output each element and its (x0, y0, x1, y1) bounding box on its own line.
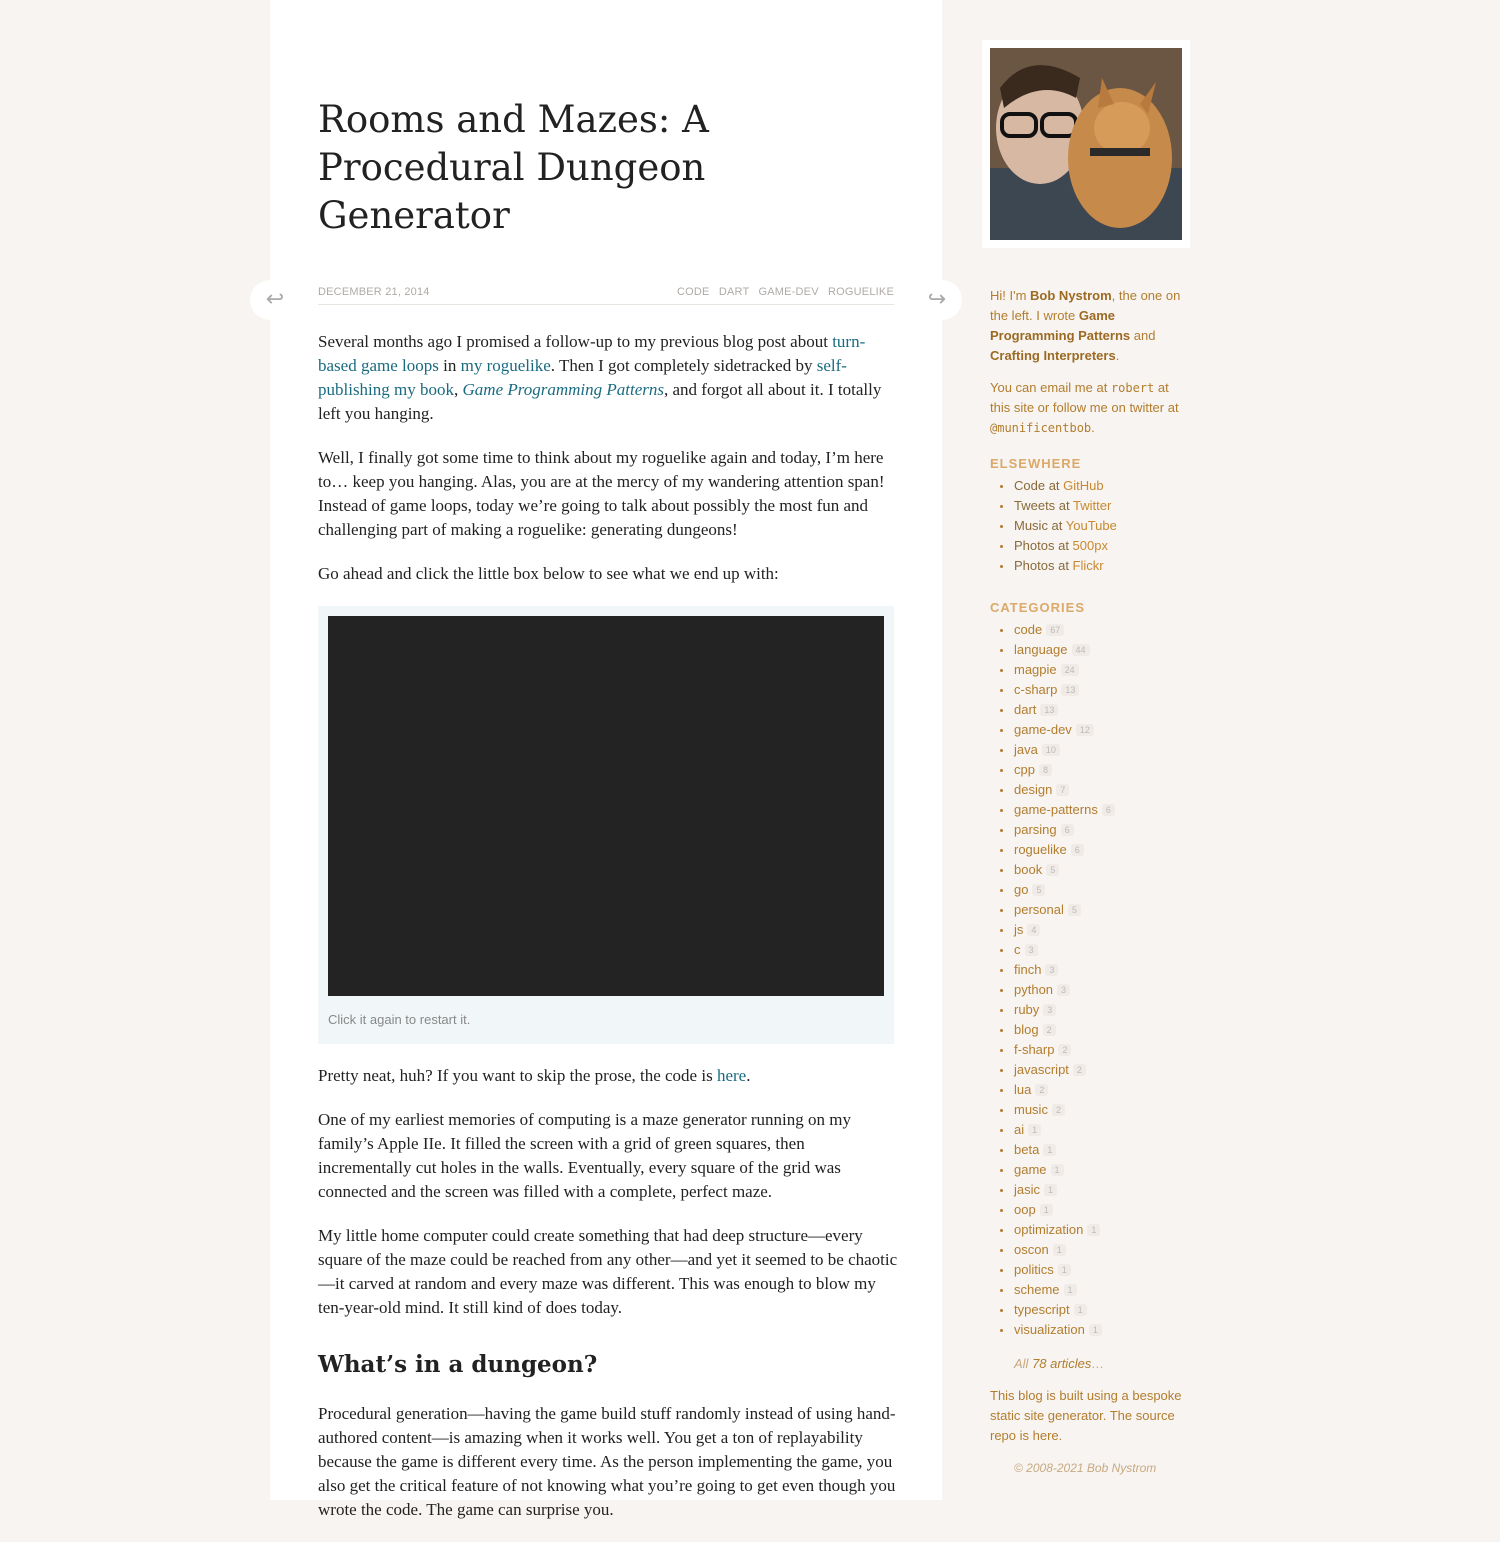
paragraph: One of my earliest memories of computing is a maze generator running on my family’s Apple IIe. It filled the screen with a grid of green squares, then incrementally cut holes in the walls. Eventually, every square of the grid was connected and the screen was filled with a complete, perfect maze. (318, 1110, 851, 1201)
category-item (1014, 1300, 1185, 1320)
category-link[interactable]: magpie (1014, 662, 1057, 677)
avatar (990, 48, 1182, 240)
avatar-photo (990, 48, 1182, 240)
list-item: Music at YouTube (1014, 516, 1185, 536)
categories-heading: CATEGORIES (990, 600, 1085, 615)
category-count-badge: 1 (1040, 1204, 1053, 1216)
category-item (1014, 840, 1185, 860)
category-link[interactable]: js (1014, 922, 1024, 937)
category-link[interactable]: personal (1014, 902, 1064, 917)
list-item: Photos at Flickr (1014, 556, 1185, 576)
category-item (1014, 1180, 1185, 1200)
category-item (1014, 1080, 1185, 1100)
category-item (1014, 680, 1185, 700)
article-column (270, 0, 942, 1519)
category-item (1014, 1060, 1185, 1080)
next-post-arrow-icon[interactable]: ↪ (912, 280, 962, 320)
category-link[interactable]: book (1014, 862, 1043, 877)
category-item (1014, 1140, 1185, 1160)
category-link[interactable]: visualization (1014, 1322, 1085, 1337)
category-link[interactable]: game-patterns (1014, 802, 1098, 817)
category-link[interactable]: jasic (1014, 1182, 1041, 1197)
category-count-badge: 2 (1073, 1064, 1086, 1076)
category-item (1014, 780, 1185, 800)
category-count-badge: 1 (1043, 1144, 1056, 1156)
tag-link-roguelike[interactable]: ROGUELIKE (828, 286, 894, 298)
category-item (1014, 1100, 1185, 1120)
categories-list (990, 620, 1185, 1340)
category-link[interactable]: beta (1014, 1142, 1040, 1157)
my-roguelike-link[interactable]: my roguelike (460, 356, 551, 375)
category-link[interactable]: typescript (1014, 1302, 1070, 1317)
category-count-badge: 67 (1046, 624, 1064, 636)
category-item (1014, 800, 1185, 820)
category-link[interactable]: politics (1014, 1262, 1054, 1277)
category-item (1014, 1160, 1185, 1180)
category-link[interactable]: go (1014, 882, 1029, 897)
book-link-game-programming-patterns[interactable]: Game Programming Patterns (990, 308, 1131, 343)
post-body (318, 330, 898, 1542)
category-count-badge: 1 (1064, 1284, 1077, 1296)
category-count-badge: 2 (1035, 1084, 1048, 1096)
category-link[interactable]: python (1014, 982, 1054, 997)
avatar-frame (982, 40, 1190, 248)
category-count-badge: 13 (1040, 704, 1058, 716)
email-text: robert (1110, 381, 1155, 395)
category-count-badge: 12 (1076, 724, 1094, 736)
turn-based-game-loops-link[interactable]: turn-based game loops (318, 332, 866, 375)
category-link[interactable]: roguelike (1014, 842, 1067, 857)
category-item (1014, 960, 1185, 980)
category-count-badge: 6 (1102, 804, 1115, 816)
category-item (1014, 760, 1185, 780)
tag-link-code[interactable]: CODE (676, 286, 710, 298)
category-link[interactable]: lua (1014, 1082, 1032, 1097)
paragraph: Well, I finally got some time to think about my roguelike again and today, I’m here to… keep you hanging. Alas, you are at the mercy of my wandering attention span! Instead of game loops, today we’re going to talk about possibly the most fun and challenging part of making a roguelike: generating dungeons! (318, 448, 885, 539)
category-count-badge: 44 (1072, 644, 1090, 656)
category-link[interactable]: oscon (1014, 1242, 1049, 1257)
category-item (1014, 1260, 1185, 1280)
intro: Hi! I'm Bob Nystrom, the one on the left. I wrote Game Programming Patterns and Crafting Interpreters. (990, 288, 1181, 363)
post-meta (318, 286, 894, 305)
category-count-badge: 4 (1027, 924, 1040, 936)
500px-link[interactable]: 500px (1072, 538, 1108, 553)
category-count-badge: 7 (1056, 784, 1069, 796)
category-item (1014, 720, 1185, 740)
category-count-badge: 2 (1043, 1024, 1056, 1036)
category-link[interactable]: game-dev (1014, 722, 1072, 737)
tag-link-dart[interactable]: DART (718, 286, 750, 298)
category-link[interactable]: music (1014, 1102, 1048, 1117)
category-link[interactable]: finch (1014, 962, 1042, 977)
author-name: Bob Nystrom (1030, 288, 1112, 303)
youtube-link[interactable]: YouTube (1065, 518, 1117, 533)
category-count-badge: 1 (1089, 1324, 1102, 1336)
book-link-crafting-interpreters[interactable]: Crafting Interpreters (990, 348, 1116, 363)
list-item: Photos at 500px (1014, 536, 1185, 556)
category-link[interactable]: java (1014, 742, 1038, 757)
category-link[interactable]: ai (1014, 1122, 1025, 1137)
category-count-badge: 2 (1058, 1044, 1071, 1056)
dungeon-demo (318, 606, 894, 1044)
category-count-badge: 1 (1058, 1264, 1071, 1276)
flickr-link[interactable]: Flickr (1072, 558, 1104, 573)
sidebar (982, 40, 1192, 1478)
all-articles-link[interactable]: 78 articles (1032, 1356, 1092, 1371)
category-item (1014, 1020, 1185, 1040)
post-tags (671, 286, 894, 298)
category-link[interactable]: parsing (1014, 822, 1057, 837)
elsewhere-heading: ELSEWHERE (990, 456, 1082, 471)
category-link[interactable]: code (1014, 622, 1043, 637)
category-item (1014, 900, 1185, 920)
category-count-badge: 3 (1045, 964, 1058, 976)
category-item (1014, 1040, 1185, 1060)
category-count-badge: 1 (1053, 1244, 1066, 1256)
category-count-badge: 6 (1061, 824, 1074, 836)
category-item (1014, 920, 1185, 940)
built-note: This blog is built using a bespoke static site generator. The source repo is here. (990, 1388, 1182, 1443)
category-item (1014, 1120, 1185, 1140)
previous-post-arrow-icon[interactable]: ↩ (250, 280, 300, 320)
post-title: Rooms and Mazes: A Procedural Dungeon Generator (318, 98, 709, 237)
category-item (1014, 1240, 1185, 1260)
category-count-badge: 3 (1043, 1004, 1056, 1016)
twitter-link[interactable]: Twitter (1073, 498, 1112, 513)
category-link[interactable]: optimization (1014, 1222, 1084, 1237)
category-count-badge: 24 (1061, 664, 1079, 676)
section-heading: What’s in a dungeon? (318, 1351, 598, 1378)
category-count-badge: 1 (1087, 1224, 1100, 1236)
category-count-badge: 1 (1051, 1164, 1064, 1176)
category-count-badge: 2 (1052, 1104, 1065, 1116)
category-link[interactable]: design (1014, 782, 1053, 797)
category-link[interactable]: f-sharp (1014, 1042, 1055, 1057)
category-item (1014, 1200, 1185, 1220)
category-count-badge: 1 (1028, 1124, 1041, 1136)
category-item (1014, 640, 1185, 660)
category-item (1014, 820, 1185, 840)
game-programming-patterns-link[interactable]: Game Programming Patterns (462, 380, 664, 399)
category-item (1014, 880, 1185, 900)
elsewhere-list (990, 476, 1185, 576)
dungeon-demo-canvas[interactable] (328, 616, 884, 996)
github-link[interactable]: GitHub (1063, 478, 1104, 493)
category-item (1014, 660, 1185, 680)
contact: You can email me at robert at this site or follow me on twitter at @munificentbob. (990, 380, 1179, 435)
category-link[interactable]: language (1014, 642, 1068, 657)
demo-caption: Click it again to restart it. (328, 1012, 471, 1027)
category-count-badge: 8 (1039, 764, 1052, 776)
sidebar-text (982, 286, 1185, 1478)
list-item: Tweets at Twitter (1014, 496, 1185, 516)
category-item (1014, 940, 1185, 960)
post-date: DECEMBER 21, 2014 (318, 286, 430, 298)
all-articles: All 78 articles… (1014, 1356, 1105, 1371)
category-link[interactable]: cpp (1014, 762, 1035, 777)
category-item (1014, 860, 1185, 880)
category-item (1014, 1280, 1185, 1300)
category-link[interactable]: c-sharp (1014, 682, 1058, 697)
category-item (1014, 1220, 1185, 1240)
paragraph: My little home computer could create something that had deep structure—every square of the maze could be reached from any other—and yet it seemed to be chaotic—it carved at random and every maze was different. This was enough to blow my ten-year-old mind. It still kind of does today. (318, 1226, 898, 1317)
copyright: © 2008-2021 Bob Nystrom (1014, 1461, 1157, 1475)
category-count-badge: 5 (1068, 904, 1081, 916)
category-count-badge: 5 (1046, 864, 1059, 876)
category-link[interactable]: c (1014, 942, 1021, 957)
twitter-handle-link[interactable]: @munificentbob (990, 421, 1092, 435)
category-count-badge: 10 (1042, 744, 1060, 756)
paragraph: Procedural generation—having the game build stuff randomly instead of using hand-authored content—is amazing when it works well. You get a ton of replayability because the game is different every time. As the person implementing the game, you also get the critical feature of not knowing what you’re going to get even though you wrote the code. The game can surprise you. (318, 1404, 896, 1519)
category-item (1014, 1000, 1185, 1020)
category-count-badge: 1 (1074, 1304, 1087, 1316)
category-link[interactable]: scheme (1014, 1282, 1060, 1297)
category-link[interactable]: blog (1014, 1022, 1039, 1037)
category-count-badge: 3 (1025, 944, 1038, 956)
category-item (1014, 620, 1185, 640)
category-count-badge: 3 (1057, 984, 1070, 996)
category-item (1014, 1320, 1185, 1340)
category-count-badge: 1 (1044, 1184, 1057, 1196)
list-item: Code at GitHub (1014, 476, 1185, 496)
self-publishing-link[interactable]: self-publishing my book (318, 356, 847, 399)
category-count-badge: 5 (1032, 884, 1045, 896)
category-link[interactable]: ruby (1014, 1002, 1040, 1017)
tag-link-game-dev[interactable]: GAME-DEV (758, 286, 819, 298)
category-count-badge: 6 (1071, 844, 1084, 856)
category-item (1014, 700, 1185, 720)
paragraph: Several months ago I promised a follow-up to my previous blog post about turn-based game loops in my roguelike. Then I got completely sidetracked by self-publishing my book, Game Programming Patterns, and forgot all about it. I totally left you hanging. (318, 332, 882, 423)
source-repo-link[interactable]: here (1032, 1428, 1059, 1443)
code-here-link[interactable]: here (716, 1066, 747, 1085)
paragraph: Pretty neat, huh? If you want to skip the prose, the code is here. (318, 1066, 751, 1085)
category-link[interactable]: oop (1014, 1202, 1036, 1217)
category-item (1014, 980, 1185, 1000)
category-link[interactable]: javascript (1014, 1062, 1069, 1077)
category-link[interactable]: dart (1014, 702, 1037, 717)
category-count-badge: 13 (1061, 684, 1079, 696)
category-item (1014, 740, 1185, 760)
category-link[interactable]: game (1014, 1162, 1047, 1177)
paragraph: Go ahead and click the little box below to see what we end up with: (318, 564, 779, 583)
